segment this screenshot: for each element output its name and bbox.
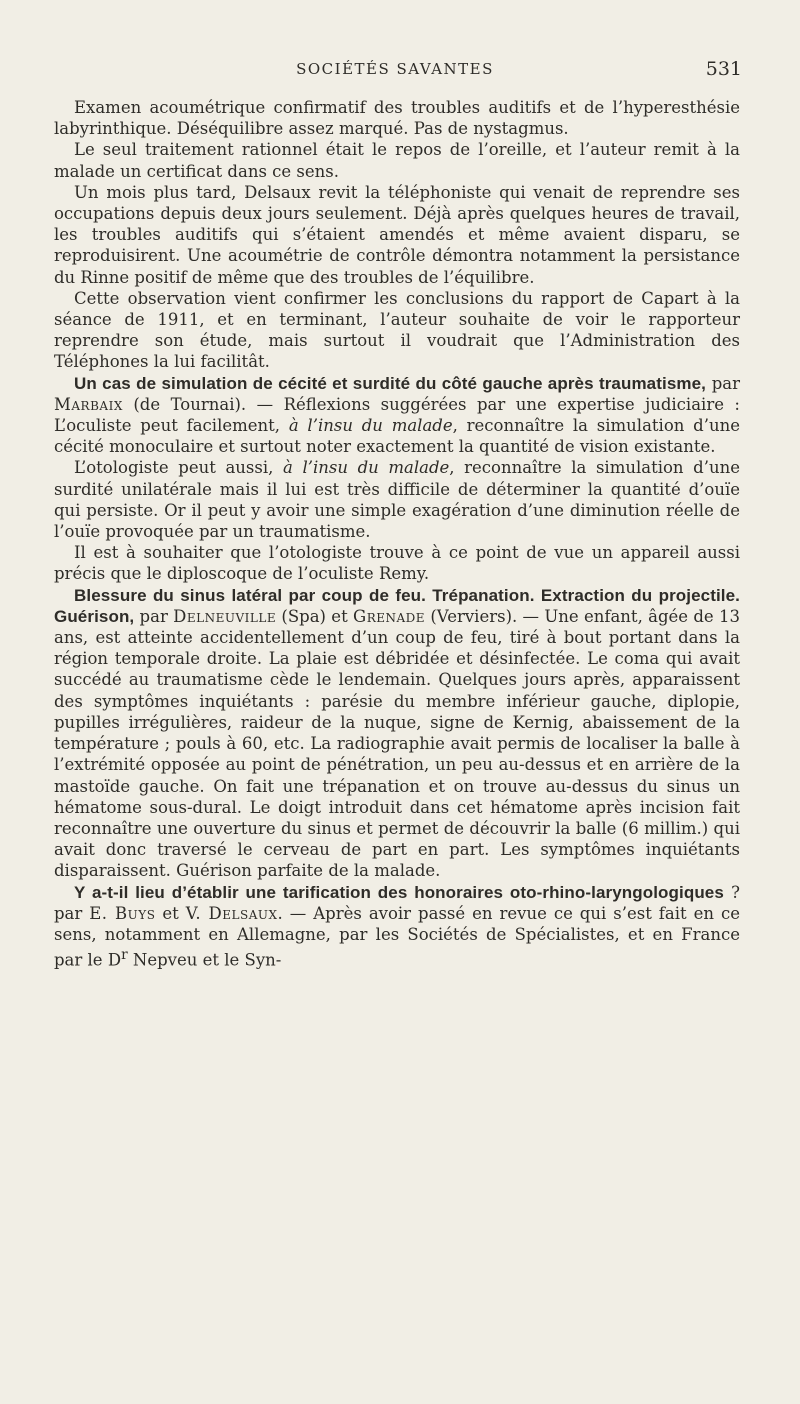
author-name: V. Delsaux xyxy=(185,903,278,923)
paragraph: Cette observation vient confirmer les conclusions du rapport de Capart à la séance de 1911, et en terminant, l’auteur souhaite de voir le rapporteur reprendre son étude, mais surtout il voudrait que l’Administration des Téléphones la lui facilitât. xyxy=(54,288,740,372)
text-run: L’otologiste peut aussi, xyxy=(74,458,283,478)
article-entry-tarification xyxy=(54,882,740,971)
text-run: . — Après avoir passé en revue ce qui s’est fait en ce sens, notamment en Allemagne, par les Sociétés de Spécialistes, et en France par le D xyxy=(54,903,740,970)
page-header xyxy=(54,58,742,90)
italic-phrase: à l’insu du malade xyxy=(283,458,450,478)
paragraph xyxy=(54,457,740,542)
page-number: 531 xyxy=(705,58,742,80)
text-run: , reconnaître la simulation d’une cécité monoculaire et surtout noter exactement la quantité de vision existante. xyxy=(54,416,740,457)
italic-phrase: à l’insu du malade xyxy=(288,416,453,436)
text-run: , reconnaître la simulation d’une surdité unilatérale mais il lui est très difficile de déterminer la quantité d’ouïe qui persiste. Or il peut y avoir une simple exagération d’une diminution réelle de l’ouïe provoquée par un traumatisme. xyxy=(54,458,740,542)
text-run: par xyxy=(134,606,174,626)
author-name: Delneuville xyxy=(173,606,277,626)
author-name: E. Buys xyxy=(89,903,156,923)
paragraph: Il est à souhaiter que l’otologiste trouve à ce point de vue un appareil aussi précis que le diploscoque de l’oculiste Remy. xyxy=(54,543,740,584)
article-title: Y a-t-il lieu d’établir une tarification des honoraires oto-rhino-laryngologiques xyxy=(74,882,724,902)
author-name: Grenade xyxy=(353,606,426,626)
paragraph: Le seul traitement rationnel était le repos de l’oreille, et l’auteur remit à la malade un certificat dans ce sens. xyxy=(54,140,740,181)
superscript: r xyxy=(121,947,128,964)
article-entry-simulation xyxy=(54,373,740,458)
article-title: Blessure du sinus latéral par coup de feu. Trépanation. Extraction du projectile. Guérison, xyxy=(54,585,740,626)
text-body xyxy=(54,97,740,971)
text-run: (de Tournai). — Réflexions suggérées par une expertise judiciaire : L’oculiste peut facilement, xyxy=(54,394,740,436)
paragraph: Examen acoumétrique confirmatif des troubles auditifs et de l’hyperesthésie labyrinthique. Déséquilibre assez marqué. Pas de nystagmus. xyxy=(54,98,740,139)
text-run: ? par xyxy=(54,882,740,923)
text-run: (Verviers). — Une enfant, âgée de 13 ans, est atteinte accidentellement d’un coup de feu, tiré à bout portant dans la région temporale droite. La plaie est débridée et désinfectée. Le coma qui avait succédé au traumatisme cède le lendemain. Quelques jours après, apparaissent des symptômes inquiétants : parésie du membre inférieur gauche, diplopie, pupilles irrégulières, raideur de la nuque, signe de Kernig, abaissement de la température ; pouls à 60, etc. La radiographie avait permis de localiser la balle à l’extrémité opposée au point de pénétration, un peu au-dessus et en arrière de la mastoïde gauche. On fait une trépanation et on trouve au-dessus du sinus un hématome sous-dural. Le doigt introduit dans cet hématome après incision fait reconnaître une ouverture du sinus et permet de découvrir la balle (6 millim.) qui avait donc traversé le cerveau de part en part. Les symptômes inquiétants disparaissent. Guérison parfaite de la malade. xyxy=(54,606,740,881)
text-run: Nepveu et le Syn- xyxy=(127,950,282,970)
article-title: Un cas de simulation de cécité et surdité du côté gauche après traumatisme, xyxy=(74,373,706,393)
article-entry-sinus xyxy=(54,585,740,882)
running-head: SOCIÉTÉS SAVANTES xyxy=(296,60,494,78)
paragraph: Un mois plus tard, Delsaux revit la téléphoniste qui venait de reprendre ses occupations depuis deux jours seulement. Déjà après quelques heures de travail, les troubles auditifs qui s’étaient amendés et même avaient disparu, se reproduisirent. Une acoumétrie de contrôle démontra notamment la persistance du Rinne positif de même que des troubles de l’équilibre. xyxy=(54,182,740,287)
text-run: (Spa) et xyxy=(276,606,354,626)
text-run: par xyxy=(705,373,740,393)
text-run: et xyxy=(155,903,186,923)
author-name: Marbaix xyxy=(54,394,123,414)
